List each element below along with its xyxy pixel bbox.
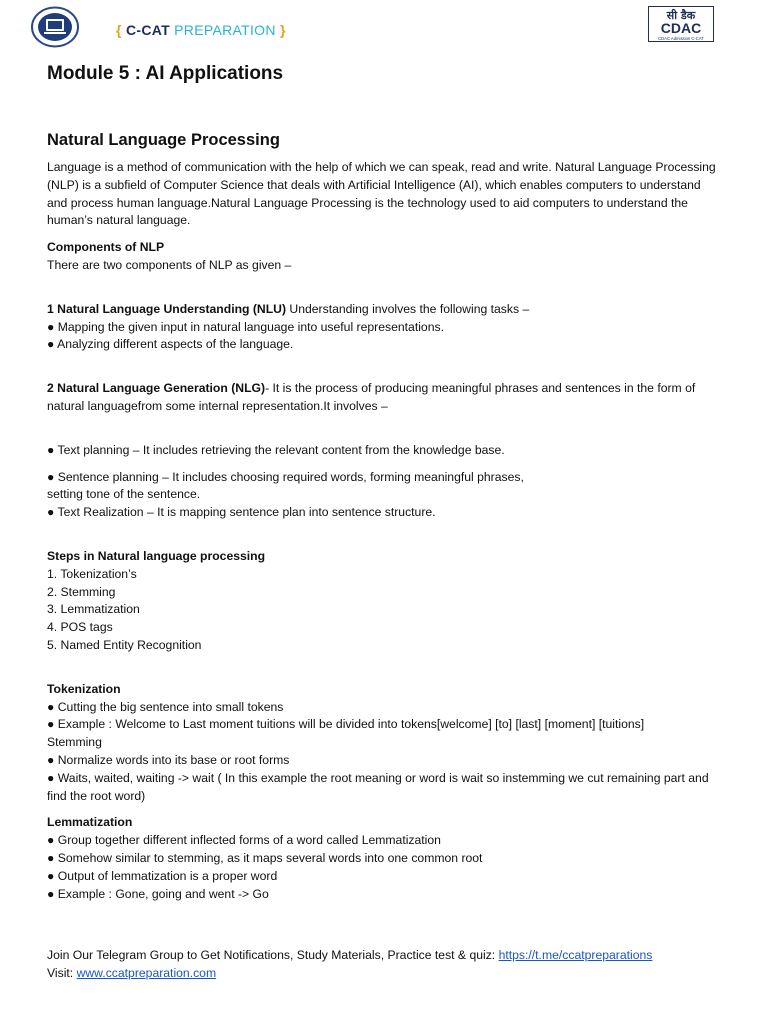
brand-open-brace: { bbox=[116, 22, 122, 38]
visit-text: Visit: bbox=[47, 965, 77, 980]
tokenization-heading: Tokenization bbox=[47, 681, 121, 696]
section-title-nlp: Natural Language Processing bbox=[47, 131, 280, 149]
nlg-point-sentence-planning-cont: setting tone of the sentence. bbox=[47, 487, 201, 502]
cdac-hindi-text: सी डैक bbox=[666, 9, 696, 22]
nlg-point-text-realization: ● Text Realization – It is mapping sentence plan into sentence structure. bbox=[47, 505, 436, 520]
telegram-text: Join Our Telegram Group to Get Notifications, Study Materials, Practice test & quiz: bbox=[47, 948, 499, 962]
nlg-heading: 2 Natural Language Generation (NLG) bbox=[47, 381, 266, 396]
nlu-point: ● Mapping the given input in natural language into useful representations. bbox=[47, 319, 444, 334]
page-header bbox=[0, 0, 768, 50]
nlg-text: - It is the process of producing meaningful phrases and sentences in the form of natural languagefrom some internal representation.It involves – bbox=[47, 381, 696, 413]
brand-ccat: C-CAT bbox=[125, 22, 170, 38]
brand-preparation: PREPARATION bbox=[174, 22, 276, 38]
step-item: 2. Stemming bbox=[47, 584, 116, 599]
tokenization-point: ● Example : Welcome to Last moment tuitions will be divided into tokens[welcome] [to] [last] [moment] [tuitions] bbox=[47, 717, 645, 732]
cdac-text: CDAC bbox=[660, 20, 702, 36]
step-item: 5. Named Entity Recognition bbox=[47, 637, 202, 652]
nlp-intro-paragraph: Language is a method of communication with the help of which we can speak, read and write. Natural Language Processing (NLP) is a subfield of Computer Science that deals with Artificial Intelligence (AI), which enables computers to understand and process human language.Natural Language Processing is the technology used to aid computers to understand the human’s natural language. bbox=[47, 160, 716, 228]
brand-name bbox=[116, 22, 286, 38]
website-link[interactable]: www.ccatpreparation.com bbox=[76, 965, 217, 980]
nlg-point-text-planning: ● Text planning – It includes retrieving the relevant content from the knowledge base. bbox=[47, 442, 505, 457]
nlu-text: Understanding involves the following tasks – bbox=[286, 301, 530, 316]
visit-line bbox=[47, 965, 652, 983]
lemmatization-point: ● Somehow similar to stemming, as it maps several words into one common root bbox=[47, 850, 483, 865]
telegram-link[interactable]: https://t.me/ccatpreparations bbox=[498, 948, 653, 962]
step-item: 1. Tokenization’s bbox=[47, 566, 137, 581]
nlg-point-sentence-planning: ● Sentence planning – It includes choosing required words, forming meaningful phrases, bbox=[47, 469, 524, 484]
lemmatization-heading: Lemmatization bbox=[47, 815, 133, 830]
cdac-logo-icon bbox=[648, 6, 714, 42]
lemmatization-point: ● Example : Gone, going and went -> Go bbox=[47, 886, 269, 901]
page-footer bbox=[47, 947, 652, 983]
stemming-point: ● Waits, waited, waiting -> wait ( In this example the root meaning or word is wait so instemming we cut remaining part and find the root word) bbox=[47, 770, 709, 803]
tokenization-point: ● Cutting the big sentence into small tokens bbox=[47, 699, 284, 714]
lemmatization-point: ● Group together different inflected forms of a word called Lemmatization bbox=[47, 833, 441, 848]
cdac-sub-text: CDAC Admission C-CAT bbox=[658, 36, 704, 41]
step-item: 4. POS tags bbox=[47, 620, 113, 635]
brand-close-brace: } bbox=[279, 22, 286, 38]
ccat-logo-icon bbox=[30, 6, 80, 48]
nlu-heading: 1 Natural Language Understanding (NLU) bbox=[47, 301, 287, 316]
stemming-point: ● Normalize words into its base or root forms bbox=[47, 752, 290, 767]
step-item: 3. Lemmatization bbox=[47, 602, 140, 617]
components-intro: There are two components of NLP as given – bbox=[47, 257, 292, 272]
module-title: Module 5 : AI Applications bbox=[47, 63, 284, 84]
document-body bbox=[47, 60, 719, 903]
stemming-heading: Stemming bbox=[47, 735, 102, 750]
nlg-paragraph bbox=[47, 380, 719, 416]
components-heading: Components of NLP bbox=[47, 240, 165, 255]
nlu-paragraph bbox=[47, 301, 719, 319]
nlu-point: ● Analyzing different aspects of the language. bbox=[47, 337, 294, 352]
telegram-line bbox=[47, 947, 652, 965]
lemmatization-point: ● Output of lemmatization is a proper word bbox=[47, 868, 278, 883]
steps-heading: Steps in Natural language processing bbox=[47, 548, 266, 563]
